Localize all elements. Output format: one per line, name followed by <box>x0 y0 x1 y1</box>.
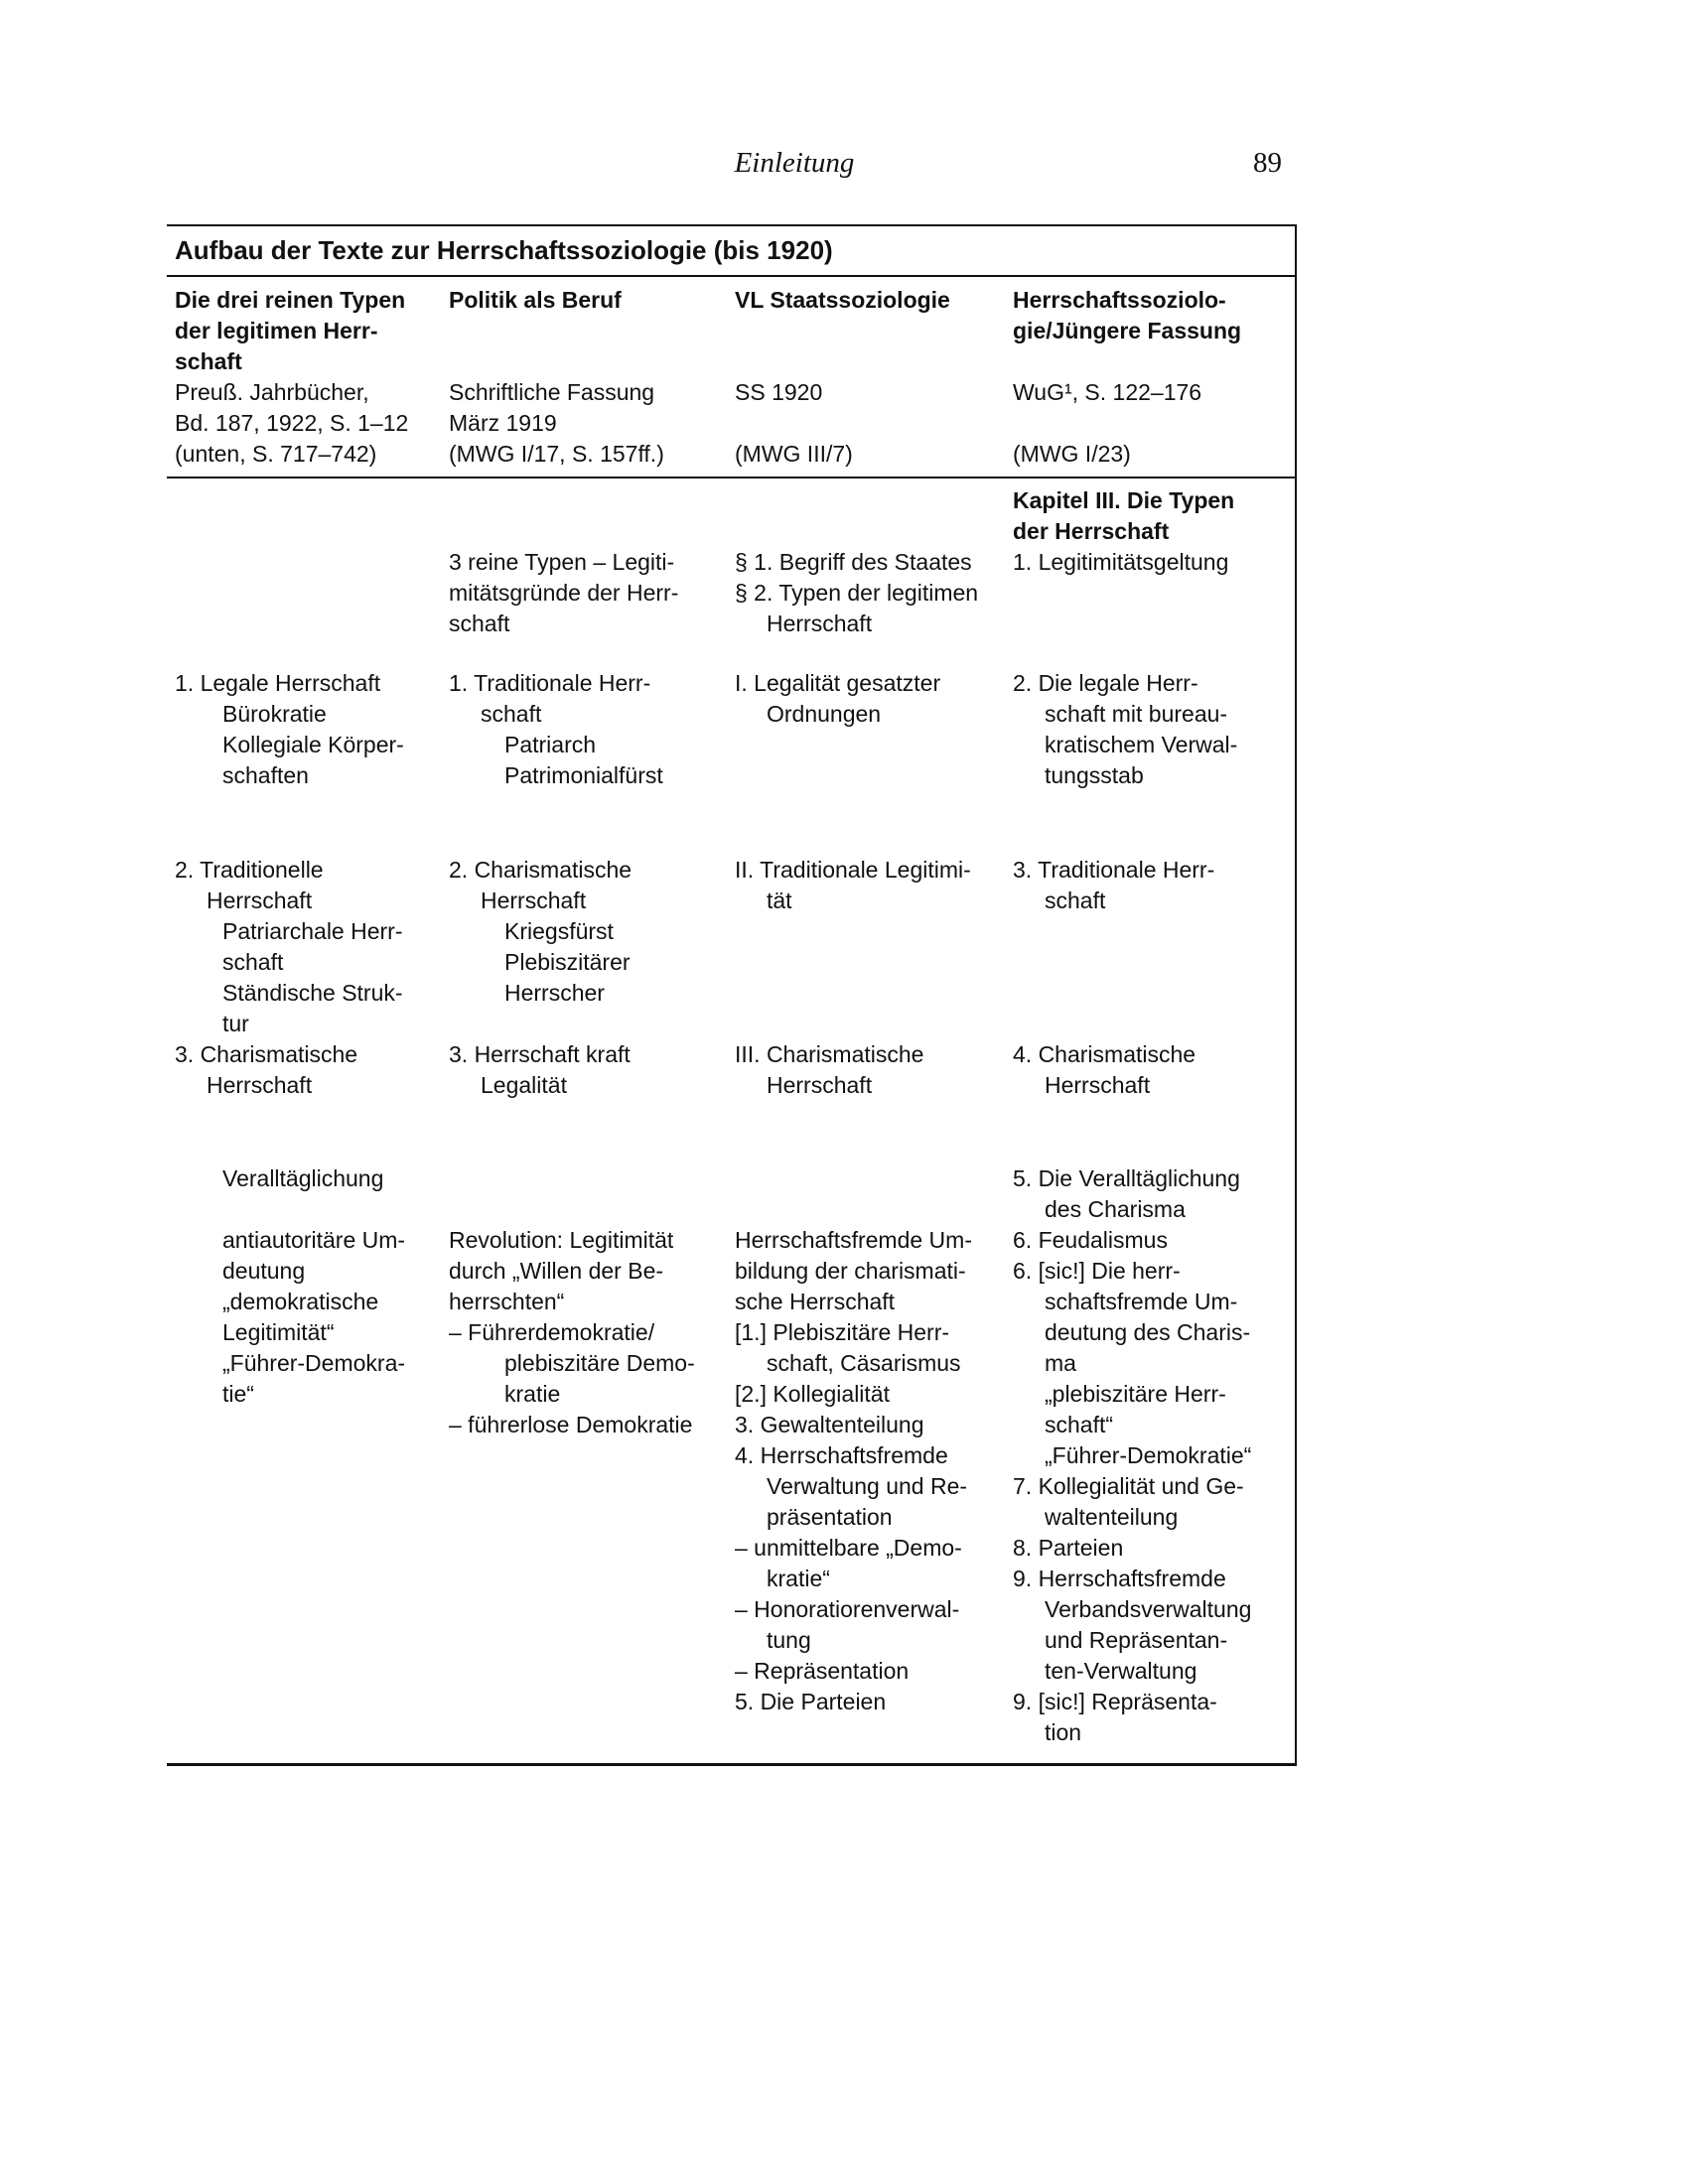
s4-col-1 <box>175 1163 405 1410</box>
cell-line: Kriegsfürst <box>504 918 614 944</box>
cell-line: schaft <box>481 701 542 727</box>
s2-col-3 <box>735 668 940 730</box>
cell-line: Ständische Struk- <box>222 980 403 1006</box>
header-text: Herrschaftssoziolo- <box>1013 287 1226 313</box>
cell-line: Patriarch <box>504 732 597 757</box>
cell-line: 8. Parteien <box>1013 1535 1124 1561</box>
cell-line: 4. Charismatische <box>1013 1041 1196 1067</box>
cell-line: plebiszitäre Demo- <box>504 1350 695 1376</box>
header-text: der legitimen Herr- <box>175 318 378 343</box>
source-col-3a: SS 1920 <box>735 379 823 405</box>
s4-col-3 <box>735 1225 972 1717</box>
cell-line: „demokratische <box>222 1289 379 1314</box>
cell-line: tät <box>767 887 792 913</box>
source-text: Bd. 187, 1922, S. 1–12 <box>175 410 409 436</box>
cell-line: 6. Feudalismus <box>1013 1227 1168 1253</box>
cell-line: 3. Gewaltenteilung <box>735 1412 924 1437</box>
header-text: gie/Jüngere Fassung <box>1013 318 1242 343</box>
s3-col-2 <box>449 855 632 1009</box>
s3-col-4 <box>1013 855 1214 916</box>
cell-line: tie“ <box>222 1381 254 1407</box>
cell-line: schaft, Cäsarismus <box>767 1350 961 1376</box>
source-col-4b: (MWG I/23) <box>1013 441 1131 467</box>
cell-line: Herrschaftsfremde Um- <box>735 1227 972 1253</box>
cell-line: 2. Traditionelle <box>175 857 324 883</box>
cell-line: III. Charismatische <box>735 1041 924 1067</box>
cell-line: 5. Die Parteien <box>735 1689 887 1714</box>
s2-col-1 <box>175 668 404 791</box>
cell-line: schaft mit bureau- <box>1045 701 1228 727</box>
source-col-3b: (MWG III/7) <box>735 441 853 467</box>
cell-line: Verwaltung und Re- <box>767 1473 968 1499</box>
cell-line: 1. Traditionale Herr- <box>449 670 651 696</box>
cell-line: und Repräsentan- <box>1045 1627 1228 1653</box>
cell-line: Herrschaft <box>1045 1072 1151 1098</box>
header-col-2 <box>449 285 622 316</box>
cell-line: „Führer-Demokra- <box>222 1350 406 1376</box>
source-col-4a: WuG¹, S. 122–176 <box>1013 379 1202 405</box>
cell-line: sche Herrschaft <box>735 1289 896 1314</box>
cell-line: deutung des Charis- <box>1045 1319 1251 1345</box>
cell-line: Veralltäglichung <box>222 1165 384 1191</box>
cell-line: Patriarchale Herr- <box>222 918 403 944</box>
cell-line: § 1. Begriff des Staates <box>735 549 972 575</box>
cell-line: 2. Charismatische <box>449 857 633 883</box>
cell-line: [2.] Kollegialität <box>735 1381 890 1407</box>
source-col-1 <box>175 377 408 470</box>
cell-line: 3. Charismatische <box>175 1041 358 1067</box>
cell-line: tion <box>1045 1719 1082 1745</box>
cell-line: schaften <box>222 762 309 788</box>
cell-line: deutung <box>222 1258 306 1284</box>
cell-line: [1.] Plebiszitäre Herr- <box>735 1319 950 1345</box>
chapter-heading <box>1013 485 1234 547</box>
cell-line: Herrschaft <box>767 1072 873 1098</box>
cell-line: schaft <box>222 949 284 975</box>
cell-line: – Führerdemokratie/ <box>449 1319 655 1345</box>
cell-line: tung <box>767 1627 811 1653</box>
cell-line: kratischem Verwal- <box>1045 732 1238 757</box>
source-text: (MWG I/17, S. 157ff.) <box>449 441 664 467</box>
s1-col-4 <box>1013 547 1228 578</box>
source-text: Preuß. Jahrbücher, <box>175 379 369 405</box>
header-col-4 <box>1013 285 1241 346</box>
header-rule <box>167 477 1297 478</box>
title-rule <box>167 275 1297 277</box>
cell-line: mitätsgründe der Herr- <box>449 580 679 606</box>
s2-col-4 <box>1013 668 1237 791</box>
s3-col-2b <box>449 1039 631 1101</box>
cell-line: 9. Herrschaftsfremde <box>1013 1566 1226 1591</box>
cell-line: – führerlose Demokratie <box>449 1412 693 1437</box>
cell-line: präsentation <box>767 1504 893 1530</box>
cell-line: schaft“ <box>1045 1412 1114 1437</box>
s1-col-3 <box>735 547 978 639</box>
chapter-heading-line: der Herrschaft <box>1013 518 1170 544</box>
cell-line: 1. Legitimitätsgeltung <box>1013 549 1229 575</box>
cell-line: 3 reine Typen – Legiti- <box>449 549 675 575</box>
cell-line: Patrimonialfürst <box>504 762 663 788</box>
header-text: VL Staatssoziologie <box>735 287 950 313</box>
page-number: 89 <box>1253 147 1282 179</box>
cell-line: Bürokratie <box>222 701 327 727</box>
cell-line: Ordnungen <box>767 701 882 727</box>
cell-line: Revolution: Legitimität <box>449 1227 674 1253</box>
cell-line: ma <box>1045 1350 1076 1376</box>
header-text: Politik als Beruf <box>449 287 622 313</box>
cell-line: – Honoratiorenverwal- <box>735 1596 960 1622</box>
header-col-3 <box>735 285 950 316</box>
cell-line: antiautoritäre Um- <box>222 1227 406 1253</box>
cell-line: Herrschaft <box>207 1072 313 1098</box>
cell-line: 9. [sic!] Repräsenta- <box>1013 1689 1217 1714</box>
cell-line: Plebiszitärer <box>504 949 631 975</box>
cell-line: 1. Legale Herrschaft <box>175 670 381 696</box>
header-text: schaft <box>175 348 242 374</box>
cell-line: Kollegiale Körper- <box>222 732 404 757</box>
s2-col-2 <box>449 668 663 791</box>
cell-line: ten-Verwaltung <box>1045 1658 1197 1684</box>
cell-line: schaftsfremde Um- <box>1045 1289 1238 1314</box>
cell-line: bildung der charismati- <box>735 1258 966 1284</box>
cell-line <box>175 1194 405 1225</box>
s3-col-3b <box>735 1039 923 1101</box>
s3-col-3 <box>735 855 971 916</box>
cell-line: schaft <box>1045 887 1106 913</box>
cell-line: I. Legalität gesatzter <box>735 670 941 696</box>
cell-line: waltenteilung <box>1045 1504 1179 1530</box>
cell-line: 6. [sic!] Die herr- <box>1013 1258 1181 1284</box>
cell-line: durch „Willen der Be- <box>449 1258 664 1284</box>
cell-line: 4. Herrschaftsfremde <box>735 1442 948 1468</box>
cell-line: 2. Die legale Herr- <box>1013 670 1198 696</box>
cell-line: Legalität <box>481 1072 567 1098</box>
cell-line: Verbandsverwaltung <box>1045 1596 1252 1622</box>
cell-line: kratie“ <box>767 1566 830 1591</box>
cell-line: Legitimität“ <box>222 1319 335 1345</box>
cell-line: tur <box>222 1011 249 1036</box>
source-text: Schriftliche Fassung <box>449 379 655 405</box>
s1-col-2 <box>449 547 678 639</box>
running-head: Einleitung <box>734 147 855 179</box>
cell-line: 5. Die Veralltäglichung <box>1013 1165 1240 1191</box>
s4-col-2 <box>449 1225 695 1440</box>
cell-line: Herrschaft <box>207 887 313 913</box>
cell-line: 3. Herrschaft kraft <box>449 1041 631 1067</box>
s4-col-4 <box>1013 1163 1251 1748</box>
cell-line: kratie <box>504 1381 561 1407</box>
cell-line: tungsstab <box>1045 762 1144 788</box>
header-text: Die drei reinen Typen <box>175 287 406 313</box>
cell-line: Herrschaft <box>481 887 587 913</box>
cell-line: – unmittelbare „Demo- <box>735 1535 962 1561</box>
cell-line: II. Traditionale Legitimi- <box>735 857 971 883</box>
source-text: (unten, S. 717–742) <box>175 441 377 467</box>
cell-line: 7. Kollegialität und Ge- <box>1013 1473 1244 1499</box>
chapter-heading-line: Kapitel III. Die Typen <box>1013 487 1235 513</box>
cell-line: 3. Traditionale Herr- <box>1013 857 1215 883</box>
cell-line: – Repräsentation <box>735 1658 910 1684</box>
s3-col-1 <box>175 855 403 1101</box>
source-text: März 1919 <box>449 410 557 436</box>
cell-line: „Führer-Demokratie“ <box>1045 1442 1252 1468</box>
table-title: Aufbau der Texte zur Herrschaftssoziologie (bis 1920) <box>175 235 833 265</box>
cell-line: schaft <box>449 611 510 636</box>
cell-line: des Charisma <box>1045 1196 1186 1222</box>
cell-line: § 2. Typen der legitimen <box>735 580 979 606</box>
cell-line: Herrschaft <box>767 611 873 636</box>
cell-line: Herrscher <box>504 980 605 1006</box>
s3-col-4b <box>1013 1039 1196 1101</box>
cell-line: „plebiszitäre Herr- <box>1045 1381 1226 1407</box>
cell-line: herrschten“ <box>449 1289 565 1314</box>
header-col-1 <box>175 285 405 377</box>
source-col-2 <box>449 377 664 470</box>
